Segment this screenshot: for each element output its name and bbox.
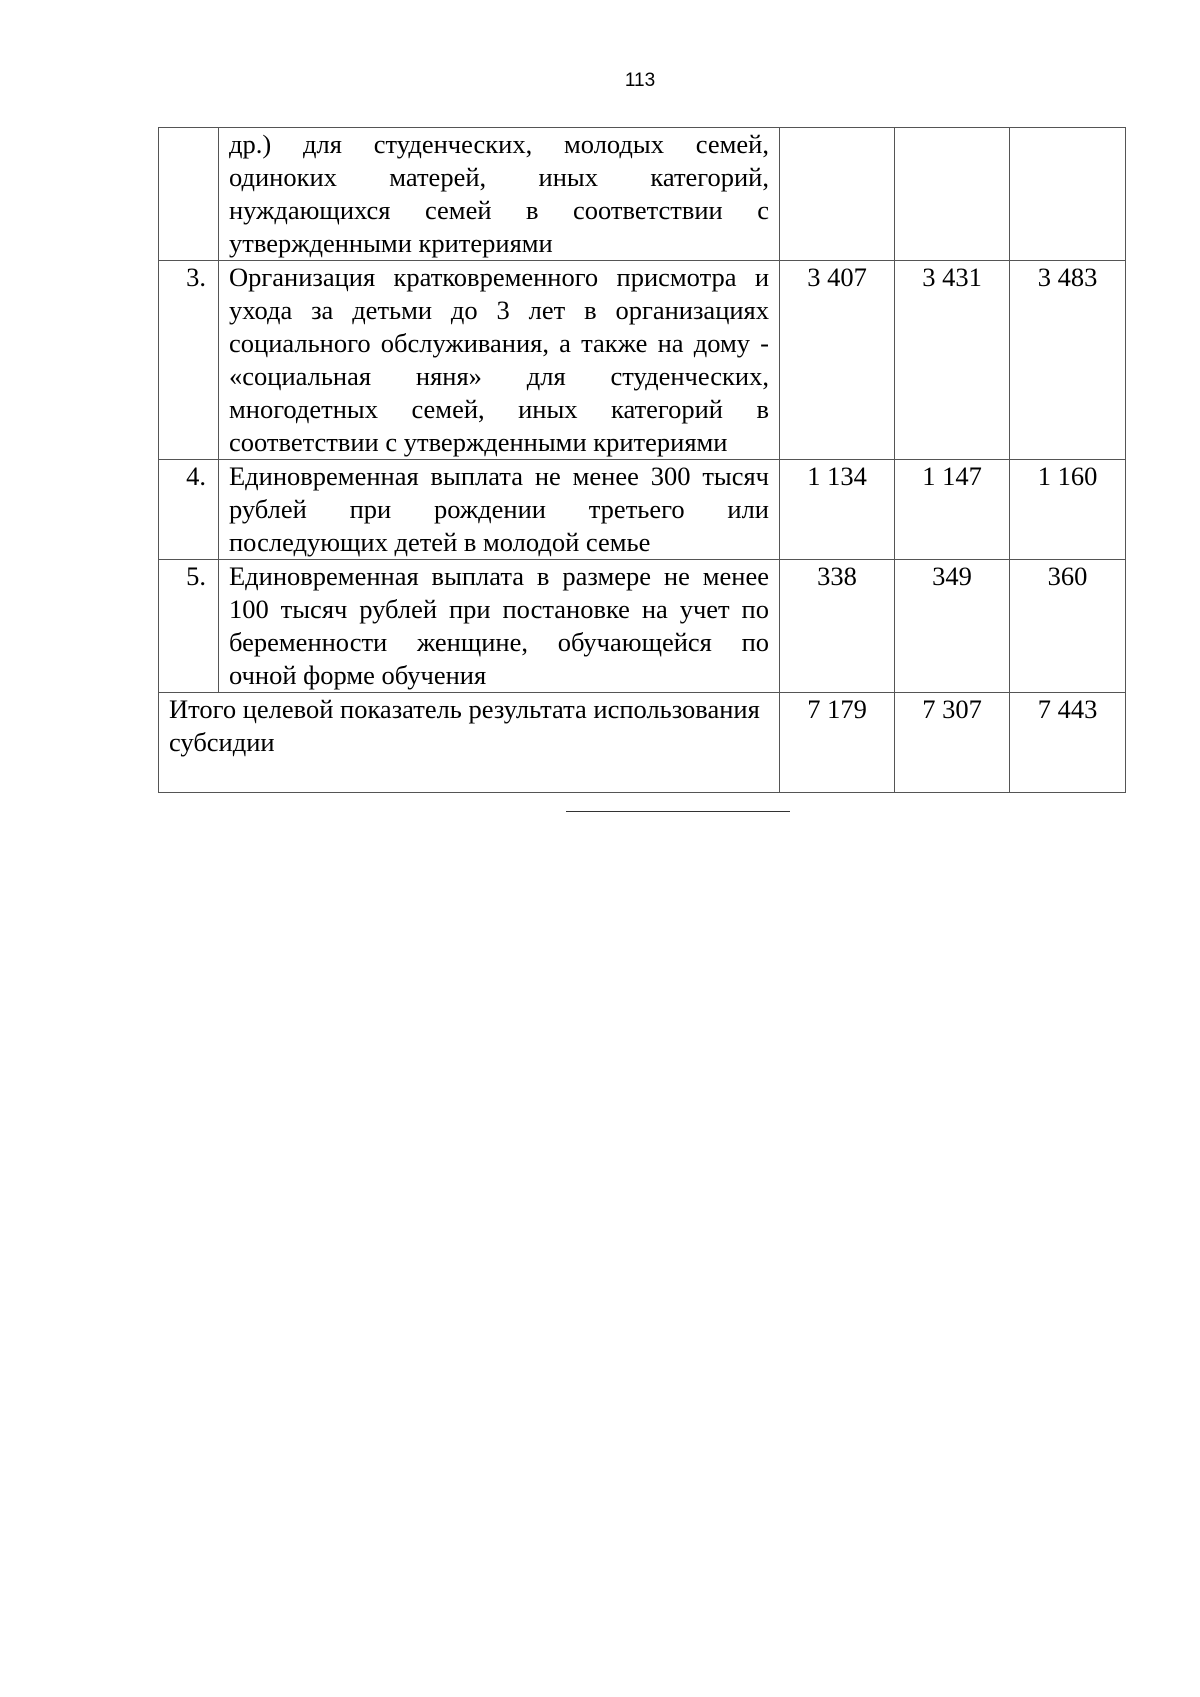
row-value-2: 349: [895, 560, 1010, 693]
row-value-1: 1 134: [780, 460, 895, 560]
row-description: Организация кратковременного присмотра и ухода за детьми до 3 лет в организациях социального обслуживания, а также на дому - «социальная няня» для студенческих, многодетных семей, иных категорий в соответствии с утвержденными критериями: [219, 261, 780, 460]
row-value-2: 3 431: [895, 261, 1010, 460]
page-number: 113: [624, 70, 656, 91]
row-value-1: 3 407: [780, 261, 895, 460]
table-row: [159, 261, 1126, 460]
row-value-3: 1 160: [1010, 460, 1126, 560]
row-description: Единовременная выплата в размере не менее 100 тысяч рублей при постановке на учет по беременности женщине, обучающейся по очной форме обучения: [219, 560, 780, 693]
row-description: др.) для студенческих, молодых семей, одиноких матерей, иных категорий, нуждающихся семей в соответствии с утвержденными критериями: [219, 128, 780, 261]
row-value-2: 1 147: [895, 460, 1010, 560]
row-value-3: 360: [1010, 560, 1126, 693]
total-value-2: 7 307: [895, 693, 1010, 793]
indicators-table: [158, 127, 1126, 793]
row-value-1: 338: [780, 560, 895, 693]
total-row: [159, 693, 1126, 793]
total-label: Итого целевой показатель результата использования субсидии: [159, 693, 780, 793]
table-row: [159, 560, 1126, 693]
end-separator-line: [566, 811, 790, 812]
row-number: [159, 128, 219, 261]
table-row: [159, 460, 1126, 560]
row-value-1: [780, 128, 895, 261]
row-value-3: 3 483: [1010, 261, 1126, 460]
row-value-2: [895, 128, 1010, 261]
total-value-3: 7 443: [1010, 693, 1126, 793]
row-description: Единовременная выплата не менее 300 тысяч рублей при рождении третьего или последующих детей в молодой семье: [219, 460, 780, 560]
row-number: 4.: [159, 460, 219, 560]
row-number: 3.: [159, 261, 219, 460]
row-number: 5.: [159, 560, 219, 693]
row-value-3: [1010, 128, 1126, 261]
total-value-1: 7 179: [780, 693, 895, 793]
table-row: [159, 128, 1126, 261]
